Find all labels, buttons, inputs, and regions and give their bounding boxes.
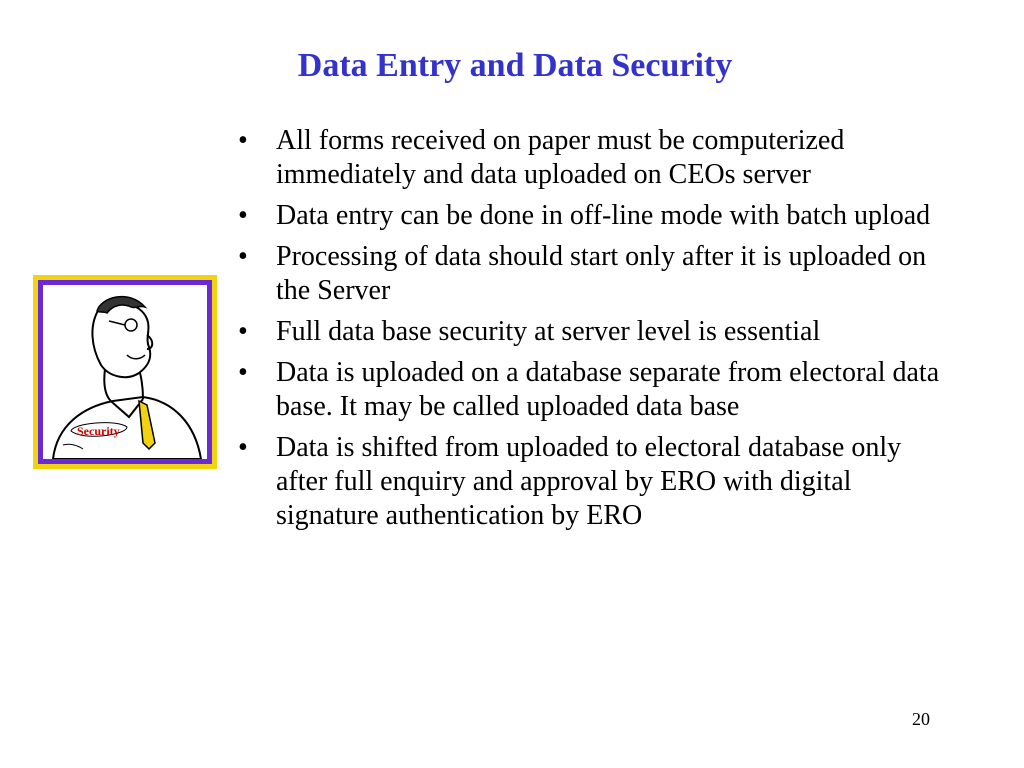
bullet-list bbox=[238, 124, 948, 540]
bullet-item bbox=[238, 315, 948, 349]
bullet-item bbox=[238, 124, 948, 192]
clipart-frame bbox=[38, 280, 212, 464]
security-badge-text: Security bbox=[77, 424, 120, 438]
bullet-marker: • bbox=[238, 125, 248, 156]
bullet-text: Data is uploaded on a database separate from electoral data base. It may be called uploaded data base bbox=[276, 357, 940, 422]
bullet-marker: • bbox=[238, 316, 248, 347]
bullet-text: All forms received on paper must be computerized immediately and data uploaded on CEOs server bbox=[276, 125, 845, 190]
bullet-item bbox=[238, 199, 948, 233]
bullet-item bbox=[238, 356, 948, 424]
bullet-text: Full data base security at server level is essential bbox=[276, 316, 821, 347]
bullet-marker: • bbox=[238, 241, 248, 272]
bullet-marker: • bbox=[238, 432, 248, 463]
bullet-item bbox=[238, 240, 948, 308]
bullet-text: Data is shifted from uploaded to electoral database only after full enquiry and approval by ERO with digital signature authentication by ERO bbox=[276, 432, 902, 531]
bullet-text: Processing of data should start only after it is uploaded on the Server bbox=[276, 241, 927, 306]
security-guard-clipart bbox=[33, 275, 217, 469]
security-guard-illustration bbox=[43, 285, 207, 459]
bullet-text: Data entry can be done in off-line mode with batch upload bbox=[276, 200, 931, 231]
bullet-marker: • bbox=[238, 357, 248, 388]
slide-title: Data Entry and Data Security bbox=[297, 47, 733, 84]
bullet-item bbox=[238, 431, 948, 533]
page-number: 20 bbox=[912, 709, 930, 729]
bullet-marker: • bbox=[238, 200, 248, 231]
